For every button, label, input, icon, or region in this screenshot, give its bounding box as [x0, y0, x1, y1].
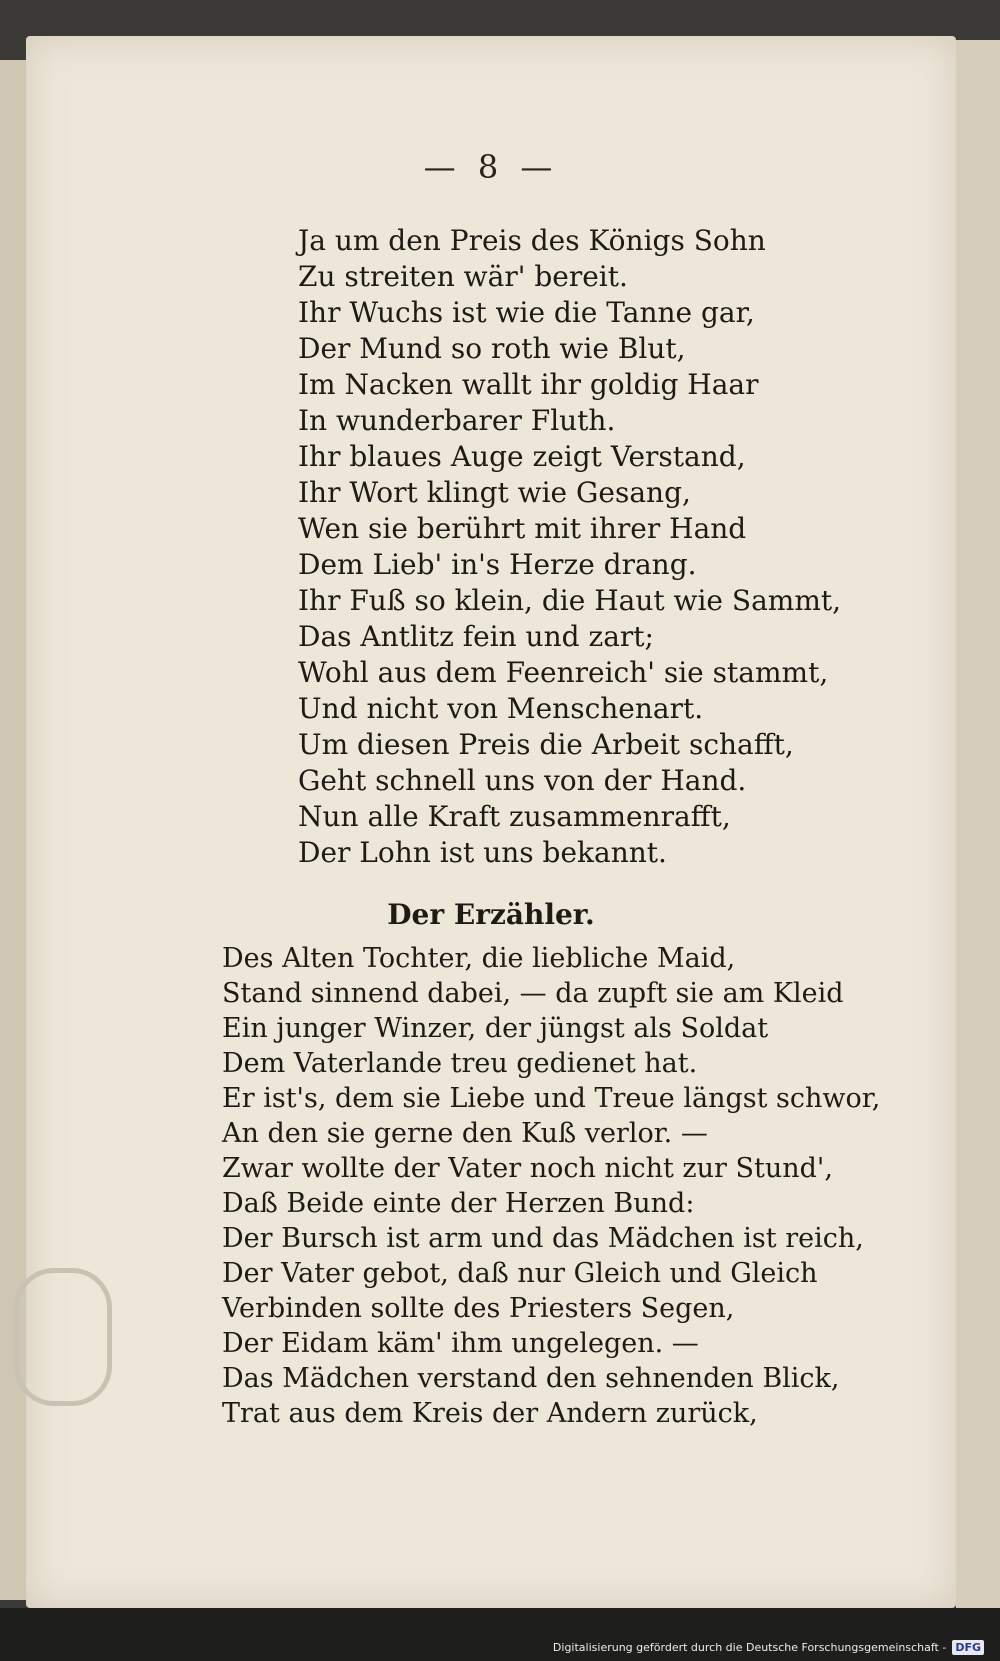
narrative-line: Daß Beide einte der Herzen Bund: [222, 1188, 695, 1219]
narrative-line: Des Alten Tochter, die liebliche Maid, [222, 943, 736, 974]
poem-line: Nun alle Kraft zusammenrafft, [298, 800, 731, 833]
poem-line: Wen sie berührt mit ihrer Hand [298, 512, 747, 545]
book-page [26, 36, 956, 1608]
poem-line: Ihr blaues Auge zeigt Verstand, [298, 440, 746, 473]
poem-line: Ihr Wort klingt wie Gesang, [298, 476, 691, 509]
digitization-footer [553, 1640, 984, 1655]
narrative-line: Der Bursch ist arm und das Mädchen ist reich, [222, 1223, 864, 1254]
poem-line: Geht schnell uns von der Hand. [298, 764, 747, 797]
narrative-line: Zwar wollte der Vater noch nicht zur Stund', [222, 1153, 833, 1184]
poem-line: Im Nacken wallt ihr goldig Haar [298, 368, 759, 401]
narrative-line: Stand sinnend dabei, — da zupft sie am Kleid [222, 978, 844, 1009]
poem-line: Ihr Wuchs ist wie die Tanne gar, [298, 296, 755, 329]
narrative-line: An den sie gerne den Kuß verlor. — [222, 1118, 708, 1149]
footer-text: Digitalisierung gefördert durch die Deutsche Forschungsgemeinschaft - [552, 1641, 947, 1654]
poem-line: Um diesen Preis die Arbeit schafft, [298, 728, 794, 761]
poem-line: Dem Lieb' in's Herze drang. [298, 548, 697, 581]
poem-line: Zu streiten wär' bereit. [298, 260, 628, 293]
poem-line: Der Lohn ist uns bekannt. [298, 836, 667, 869]
section-heading: Der Erzähler. [387, 898, 595, 931]
poem-line: In wunderbarer Fluth. [298, 404, 616, 437]
narrative-line: Dem Vaterlande treu gedienet hat. [222, 1048, 698, 1079]
narrative-block [222, 941, 880, 1431]
narrative-line: Verbinden sollte des Priesters Segen, [222, 1293, 735, 1324]
narrative-line: Ein junger Winzer, der jüngst als Soldat [222, 1013, 769, 1044]
poem-line: Das Antlitz fein und zart; [298, 620, 654, 653]
narrative-line: Das Mädchen verstand den sehnenden Blick, [222, 1363, 840, 1394]
poem-line: Wohl aus dem Feenreich' sie stammt, [298, 656, 829, 689]
narrative-line: Der Vater gebot, daß nur Gleich und Gleich [222, 1258, 818, 1289]
page-number: — 8 — [423, 148, 559, 186]
narrative-line: Er ist's, dem sie Liebe und Treue längst schwor, [222, 1083, 881, 1114]
book-right-edge [956, 40, 1000, 1620]
poem-line: Ja um den Preis des Königs Sohn [298, 224, 766, 257]
dfg-logo-icon: DFG [952, 1640, 984, 1655]
poem-line: Und nicht von Menschenart. [298, 692, 704, 725]
narrative-line: Trat aus dem Kreis der Andern zurück, [222, 1398, 758, 1429]
poem-line: Ihr Fuß so klein, die Haut wie Sammt, [298, 584, 842, 617]
poem-stanza [298, 223, 841, 871]
poem-line: Der Mund so roth wie Blut, [298, 332, 686, 365]
narrative-line: Der Eidam käm' ihm ungelegen. — [222, 1328, 699, 1359]
page-clip-mark [14, 1268, 112, 1406]
